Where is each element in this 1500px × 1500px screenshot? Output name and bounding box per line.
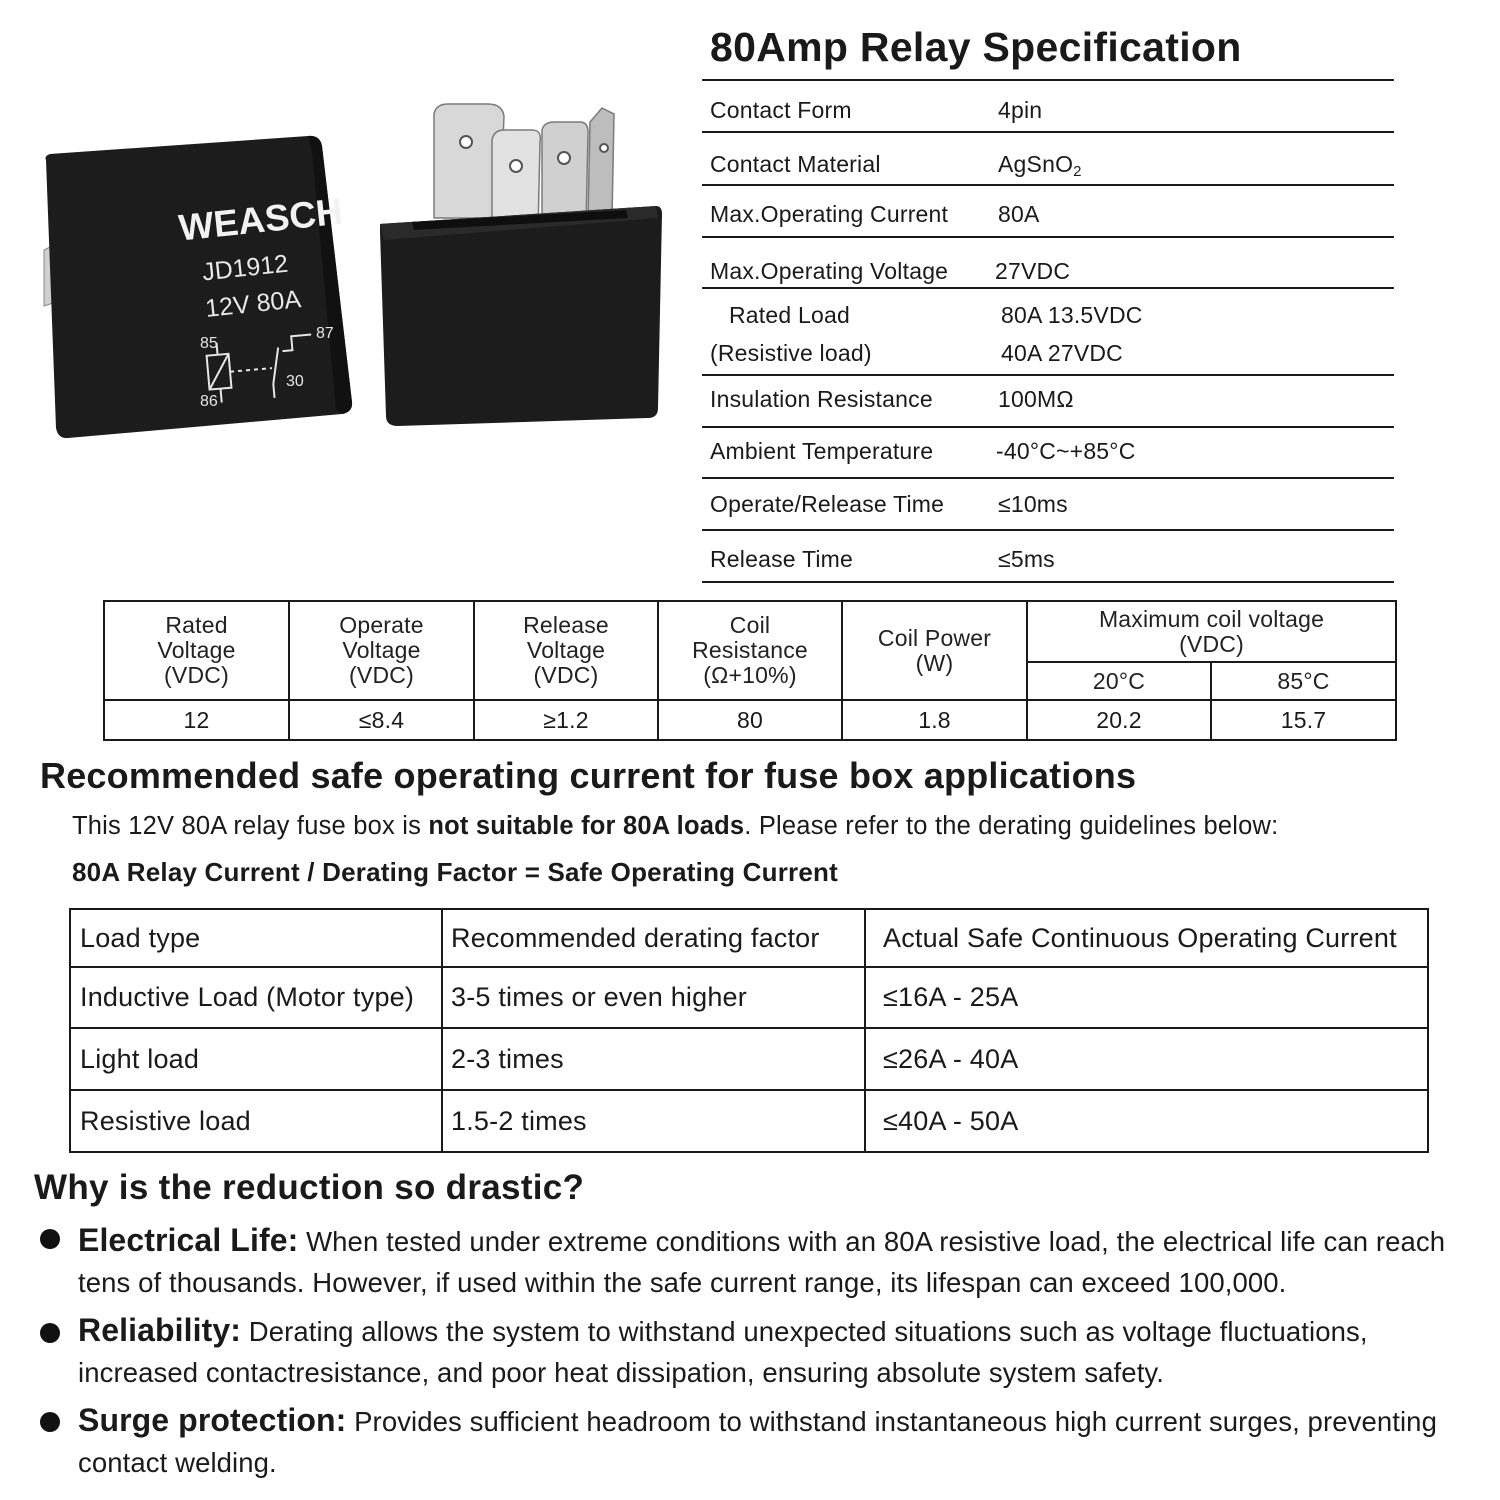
header-line: Voltage [526, 637, 606, 663]
relay-rating: 12V 80A [204, 285, 303, 323]
spec-divider [702, 581, 1394, 583]
table-row [70, 967, 1428, 1028]
cell-max-voltage-20: 20.2 [1027, 700, 1211, 740]
bullet-reliability [78, 1310, 1488, 1393]
cell-derating-factor: 2-3 times [442, 1028, 865, 1090]
bullet-electrical-life [78, 1220, 1488, 1303]
cell-load-type: Resistive load [70, 1090, 442, 1152]
spec-value-contact-form: 4pin [998, 97, 1043, 123]
spec-label-contact-form: Contact Form [710, 97, 852, 123]
header-coil-power [842, 601, 1027, 700]
cell-max-voltage-85: 15.7 [1211, 700, 1396, 740]
bullet-term: Electrical Life: [78, 1222, 299, 1258]
spec-value-rated-load-2: 40A 27VDC [1001, 340, 1123, 366]
bullet-icon [40, 1412, 60, 1432]
spec-value-max-current: 80A [998, 201, 1040, 227]
cell-coil-resistance: 80 [658, 700, 842, 740]
spec-divider [702, 529, 1394, 531]
why-section-heading: Why is the reduction so drastic? [34, 1168, 585, 1207]
spec-divider [702, 287, 1394, 289]
spec-value-insulation: 100MΩ [998, 386, 1074, 412]
bullet-body: Derating allows the system to withstand unexpected situations such as voltage fluctuations, increased contactresistance, and poor heat dissipation, ensuring absolute system safety. [78, 1316, 1368, 1388]
cell-safe-current: ≤16A - 25A [865, 967, 1428, 1028]
spec-label-rated-load-note: (Resistive load) [710, 340, 872, 366]
intro-text: This 12V 80A relay fuse box is [72, 812, 429, 840]
cell-derating-factor: 3-5 times or even higher [442, 967, 865, 1028]
cell-release-voltage: ≥1.2 [474, 700, 658, 740]
header-line: Coil [729, 612, 771, 638]
pin-label-30: 30 [286, 373, 304, 390]
cell-coil-power: 1.8 [842, 700, 1027, 740]
header-operate-voltage [289, 601, 474, 700]
header-line: (W) [915, 649, 954, 676]
cell-safe-current: ≤26A - 40A [865, 1028, 1428, 1090]
bullet-term: Surge protection: [78, 1402, 347, 1438]
cell-rated-voltage: 12 [104, 700, 289, 740]
header-line: Coil Power [877, 624, 992, 651]
spec-value-contact-material [998, 151, 1082, 178]
header-rated-voltage [104, 601, 289, 700]
cell-load-type: Inductive Load (Motor type) [70, 967, 442, 1028]
spec-value-release-time: ≤5ms [998, 546, 1055, 572]
spec-divider [702, 477, 1394, 479]
spec-divider [702, 236, 1394, 238]
pin-label-85: 85 [200, 335, 218, 352]
spec-label-release-time: Release Time [710, 546, 854, 572]
spec-value-rated-load-1: 80A 13.5VDC [1001, 302, 1143, 328]
header-line: Resistance [692, 637, 808, 663]
header-line: Release [523, 612, 609, 638]
cell-load-type: Light load [70, 1028, 442, 1090]
header-line: (VDC) [533, 662, 599, 688]
cell-operate-voltage: ≤8.4 [289, 700, 474, 740]
pin-label-86: 86 [200, 393, 218, 410]
bullet-body: Provides sufficient headroom to withstand instantaneous high current surges, preventing contact welding. [78, 1406, 1437, 1478]
header-line: Voltage [157, 637, 236, 663]
header-line: (VDC) [1179, 630, 1244, 657]
header-load-type: Load type [70, 909, 442, 967]
contact-material-subscript: 2 [1073, 163, 1082, 180]
cell-derating-factor: 1.5-2 times [442, 1090, 865, 1152]
header-line: Maximum coil voltage [1098, 605, 1325, 632]
header-line: (VDC) [349, 662, 414, 688]
bullet-term: Reliability: [78, 1312, 242, 1348]
header-release-voltage [474, 601, 658, 700]
spec-value-ambient-temp: -40°C~+85°C [996, 438, 1136, 464]
header-line: Voltage [342, 637, 421, 663]
table-header-row [70, 909, 1428, 967]
relay-front-image [40, 130, 358, 442]
derating-formula: 80A Relay Current / Derating Factor = Safe Operating Current [72, 857, 838, 887]
bullet-body: When tested under extreme conditions with an 80A resistive load, the electrical life can reach tens of thousands. However, if used within the safe current range, its lifespan can exceed 100,000. [78, 1226, 1446, 1298]
spec-title: 80Amp Relay Specification [710, 24, 1242, 70]
spec-value-max-voltage: 27VDC [995, 258, 1071, 284]
header-line: (VDC) [164, 662, 229, 688]
relay-back-image [376, 100, 664, 428]
header-line: (Ω+10%) [703, 662, 797, 688]
fuse-section-heading: Recommended safe operating current for fuse box applications [40, 755, 1137, 796]
spec-value-operate-release: ≤10ms [998, 491, 1068, 517]
spec-label-max-voltage: Max.Operating Voltage [710, 258, 949, 284]
derating-table [69, 908, 1429, 1153]
header-coil-resistance [658, 601, 842, 700]
spec-label-operate-release: Operate/Release Time [710, 491, 945, 517]
spec-divider [702, 79, 1394, 81]
pin-label-87: 87 [316, 325, 334, 342]
intro-text: . Please refer to the derating guidelines below: [744, 812, 1279, 840]
table-row [70, 1090, 1428, 1152]
bullet-surge-protection [78, 1400, 1488, 1483]
relay-brand: WEASCH [176, 190, 345, 249]
header-line: Operate [339, 612, 424, 638]
header-temp-85: 85°C [1211, 662, 1396, 700]
bullet-icon [40, 1229, 60, 1249]
header-temp-20: 20°C [1027, 662, 1211, 700]
spec-label-contact-material: Contact Material [710, 151, 881, 177]
header-max-coil-voltage [1027, 601, 1396, 662]
contact-material-formula: AgSnO [998, 151, 1074, 177]
spec-divider [702, 184, 1394, 186]
intro-emphasis: not suitable for 80A loads [428, 812, 745, 840]
table-row [70, 1028, 1428, 1090]
spec-label-insulation: Insulation Resistance [710, 386, 933, 412]
fuse-section-intro [72, 812, 1278, 841]
coil-spec-table [103, 600, 1397, 741]
spec-divider [702, 374, 1394, 376]
header-safe-current: Actual Safe Continuous Operating Current [865, 909, 1428, 967]
spec-label-max-current: Max.Operating Current [710, 201, 949, 227]
spec-label-rated-load: Rated Load [729, 302, 850, 328]
spec-label-ambient-temp: Ambient Temperature [710, 438, 934, 464]
spec-divider [702, 426, 1394, 428]
cell-safe-current: ≤40A - 50A [865, 1090, 1428, 1152]
spec-divider [702, 131, 1394, 133]
header-derating-factor: Recommended derating factor [442, 909, 865, 967]
bullet-icon [40, 1323, 60, 1343]
header-line: Rated [165, 612, 228, 638]
relay-model: JD1912 [200, 249, 290, 287]
